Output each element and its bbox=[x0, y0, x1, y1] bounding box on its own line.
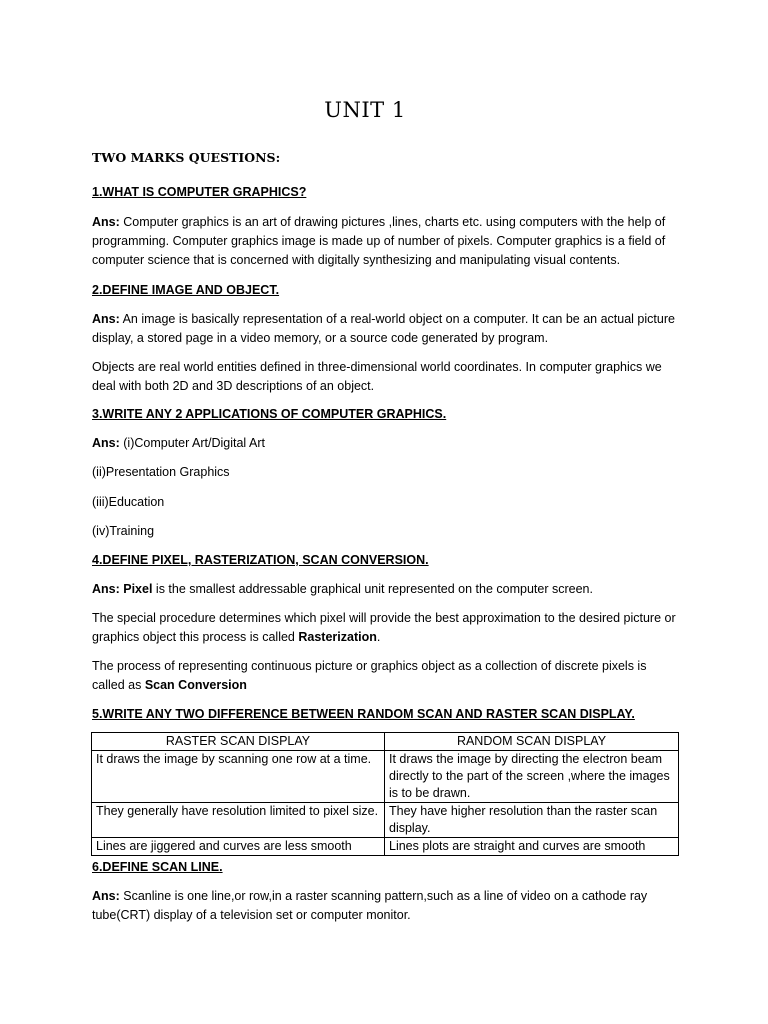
table-cell: It draws the image by scanning one row at a time. bbox=[92, 751, 385, 803]
paragraph-text: The special procedure determines which pixel will provide the best approximation to the desired picture or graphics object this process is called bbox=[92, 611, 676, 644]
answer-6 bbox=[92, 887, 682, 925]
question-1-heading: 1.WHAT IS COMPUTER GRAPHICS? bbox=[92, 185, 307, 199]
table-cell: They have higher resolution than the raster scan display. bbox=[385, 803, 679, 838]
answer-text: Computer graphics is an art of drawing pictures ,lines, charts etc. using computers with the help of programming. Computer graphics image is made up of number of pixels. Computer graphics is a field of computer science that is concerned with digitally synthesizing and manipulating visual contents. bbox=[92, 215, 666, 267]
table-header-row bbox=[92, 733, 679, 751]
answer-4-paragraph-3 bbox=[92, 657, 682, 695]
answer-text: Scanline is one line,or row,in a raster scanning pattern,such as a line of video on a cathode ray tube(CRT) display of a television set or computer monitor. bbox=[92, 889, 648, 922]
question-6-heading: 6.DEFINE SCAN LINE. bbox=[92, 860, 223, 874]
answer-label: Ans: Pixel bbox=[92, 582, 153, 596]
paragraph-end: . bbox=[376, 630, 381, 644]
question-3-heading: 3.WRITE ANY 2 APPLICATIONS OF COMPUTER GRAPHICS. bbox=[92, 407, 447, 421]
answer-3-item-2: (ii)Presentation Graphics bbox=[92, 465, 230, 479]
answer-label: Ans: bbox=[92, 889, 120, 903]
table-row bbox=[92, 751, 679, 803]
table-header-random: RANDOM SCAN DISPLAY bbox=[385, 733, 679, 751]
answer-text: (i)Computer Art/Digital Art bbox=[119, 436, 265, 450]
answer-3-item-1 bbox=[92, 434, 682, 453]
answer-1 bbox=[92, 213, 682, 270]
paragraph-text: The process of representing continuous picture or graphics object as a collection of discrete pixels is called as bbox=[92, 659, 647, 692]
answer-2 bbox=[92, 310, 682, 348]
answer-text: is the smallest addressable graphical unit represented on the computer screen. bbox=[152, 582, 593, 596]
table-row bbox=[92, 838, 679, 856]
question-2-heading: 2.DEFINE IMAGE AND OBJECT. bbox=[92, 283, 280, 297]
answer-2-paragraph-2: Objects are real world entities defined in three-dimensional world coordinates. In computer graphics we deal with both 2D and 3D descriptions of an object. bbox=[92, 360, 662, 393]
term-rasterization: Rasterization bbox=[298, 630, 377, 644]
page-title: UNIT 1 bbox=[324, 98, 406, 122]
answer-label: Ans: bbox=[92, 312, 120, 326]
table-cell: Lines are jiggered and curves are less smooth bbox=[92, 838, 385, 856]
term-scan-conversion: Scan Conversion bbox=[144, 678, 247, 692]
answer-3-item-3: (iii)Education bbox=[92, 495, 165, 509]
table-cell: It draws the image by directing the electron beam directly to the part of the screen ,where the images is to be drawn. bbox=[385, 751, 679, 803]
table-cell: Lines plots are straight and curves are smooth bbox=[385, 838, 679, 856]
section-subtitle: TWO MARKS QUESTIONS: bbox=[92, 150, 281, 165]
answer-3-item-4: (iv)Training bbox=[92, 524, 155, 538]
table-header-raster: RASTER SCAN DISPLAY bbox=[92, 733, 385, 751]
answer-4-paragraph-2 bbox=[92, 609, 682, 647]
table-row bbox=[92, 803, 679, 838]
question-5-heading: 5.WRITE ANY TWO DIFFERENCE BETWEEN RANDOM SCAN AND RASTER SCAN DISPLAY. bbox=[92, 707, 635, 721]
table-cell: They generally have resolution limited to pixel size. bbox=[92, 803, 385, 838]
question-4-heading: 4.DEFINE PIXEL, RASTERIZATION, SCAN CONVERSION. bbox=[92, 553, 429, 567]
answer-text: An image is basically representation of a real-world object on a computer. It can be an actual picture display, a stored page in a video memory, or a source code generated by program. bbox=[92, 312, 675, 345]
answer-label: Ans: bbox=[92, 215, 120, 229]
comparison-table bbox=[91, 732, 679, 856]
answer-4 bbox=[92, 580, 682, 599]
answer-label: Ans: bbox=[92, 436, 120, 450]
